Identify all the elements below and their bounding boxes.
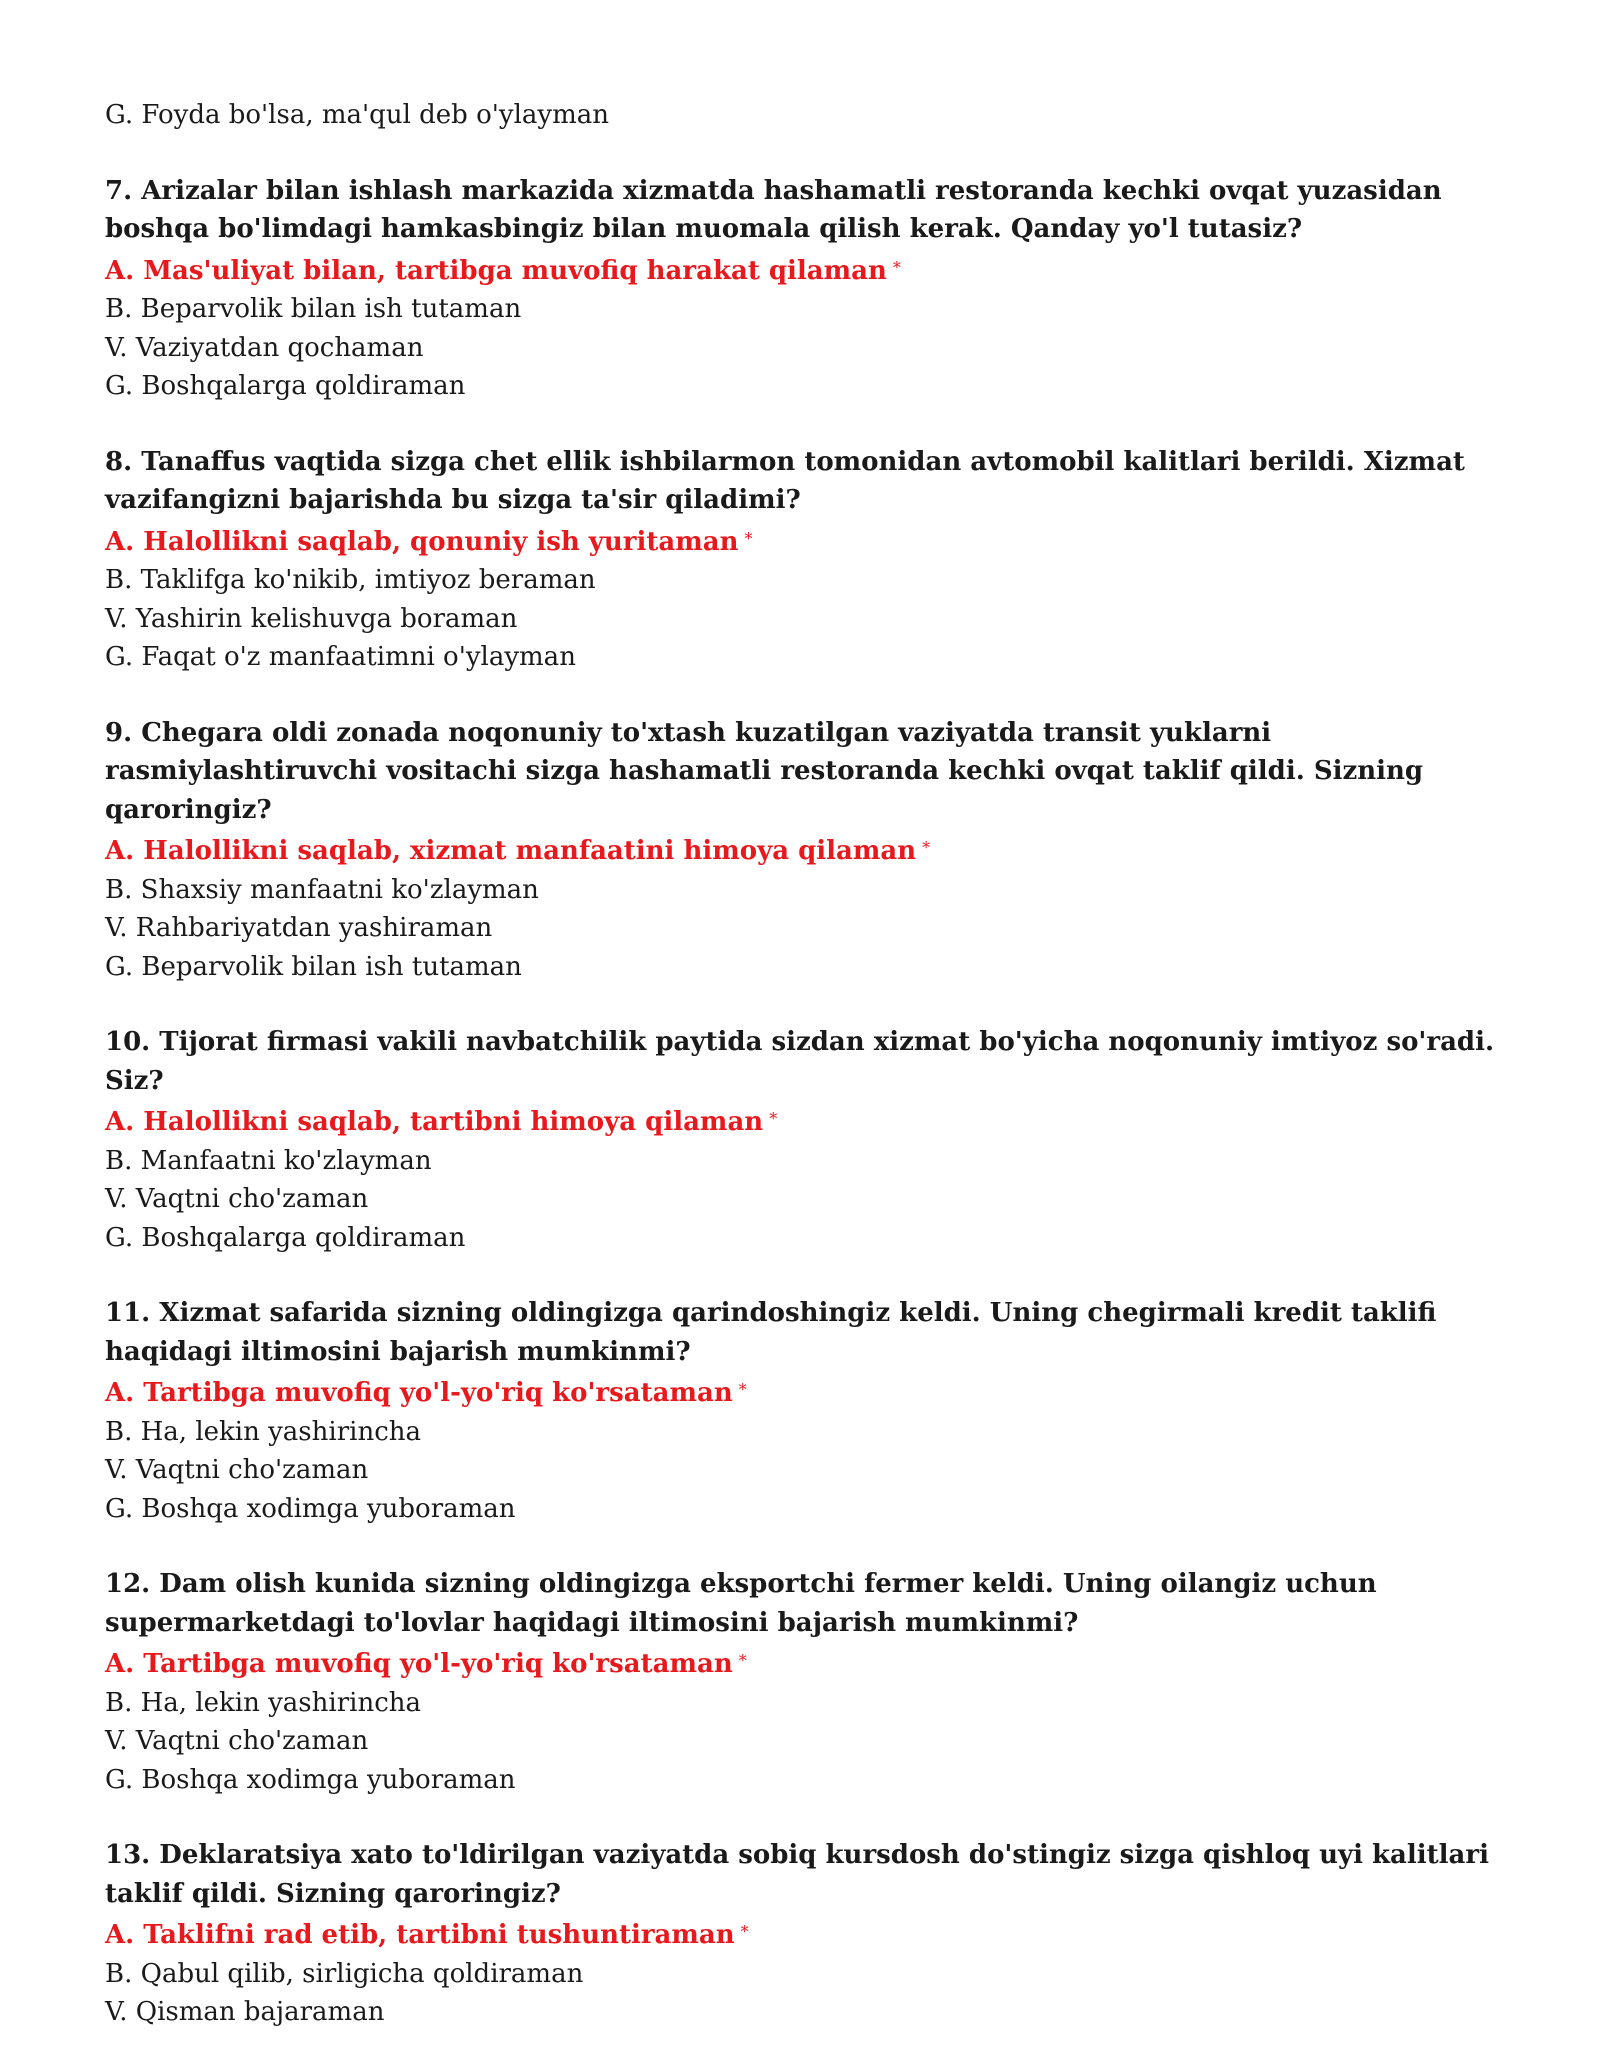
question-block <box>105 1565 1505 1799</box>
answer-option: V. Vaziyatdan qochaman <box>105 332 424 363</box>
answer-option: G. Boshqalarga qoldiraman <box>105 371 466 401</box>
correct-answer-text: A. Halollikni saqlab, tartibni himoya qilaman <box>105 1107 764 1137</box>
answer-option: V. Vaqtni cho'zaman <box>105 1184 369 1214</box>
correct-mark: * <box>738 1651 747 1670</box>
question-list <box>105 172 1505 2032</box>
question-text: 11. Xizmat safarida sizning oldingizga qarindoshingiz keldi. Uning chegirmali kredit taklifi haqidagi iltimosini bajarish mumkinmi? <box>105 1298 1437 1367</box>
leading-option: G. Foyda bo'lsa, ma'qul deb o'ylayman <box>105 100 609 130</box>
correct-mark: * <box>740 1922 749 1941</box>
question-block <box>105 1023 1505 1257</box>
correct-answer-text: A. Taklifni rad etib, tartibni tushuntiraman <box>105 1920 735 1950</box>
answer-option: B. Manfaatni ko'zlayman <box>105 1145 432 1176</box>
question-block <box>105 1836 1505 2032</box>
question-block <box>105 714 1505 987</box>
correct-answer-text: A. Halollikni saqlab, xizmat manfaatini himoya qilaman <box>105 836 917 866</box>
question-block <box>105 443 1505 677</box>
answer-option: B. Ha, lekin yashirincha <box>105 1687 422 1718</box>
correct-answer-text: A. Halollikni saqlab, qonuniy ish yuritaman <box>105 526 739 557</box>
question-text: 9. Chegara oldi zonada noqonuniy to'xtash kuzatilgan vaziyatda transit yuklarni rasmiylashtiruvchi vositachi sizga hashamatli restoranda kechki ovqat taklif qildi. Sizning qaroringiz? <box>105 717 1424 825</box>
answer-option: V. Qisman bajaraman <box>105 1997 385 2027</box>
answer-option: V. Yashirin kelishuvga boraman <box>105 603 518 634</box>
correct-answer <box>105 1913 1505 1955</box>
question-text: 7. Arizalar bilan ishlash markazida xizmatda hashamatli restoranda kechki ovqat yuzasidan boshqa bo'limdagi hamkasbingiz bilan muomala qilish kerak. Qanday yo'l tutasiz? <box>105 175 1442 244</box>
correct-answer <box>105 1371 1505 1413</box>
correct-answer <box>105 520 1505 562</box>
correct-answer <box>105 249 1505 291</box>
correct-mark: * <box>922 838 931 857</box>
correct-answer <box>105 1642 1505 1684</box>
document-page <box>105 96 1505 2032</box>
answer-option: G. Boshqa xodimga yuboraman <box>105 1493 516 1524</box>
answer-option: G. Boshqa xodimga yuboraman <box>105 1764 516 1795</box>
correct-mark: * <box>769 1109 778 1128</box>
answer-option: B. Qabul qilib, sirligicha qoldiraman <box>105 1958 584 1989</box>
correct-answer <box>105 829 1505 871</box>
question-text: 10. Tijorat firmasi vakili navbatchilik paytida sizdan xizmat bo'yicha noqonuniy imtiyoz so'radi. Siz? <box>105 1027 1495 1096</box>
correct-answer-text: A. Tartibga muvofiq yo'l-yo'riq ko'rsataman <box>105 1649 733 1679</box>
answer-option: V. Rahbariyatdan yashiraman <box>105 913 493 943</box>
answer-option: B. Ha, lekin yashirincha <box>105 1416 422 1447</box>
answer-option: G. Beparvolik bilan ish tutaman <box>105 951 522 982</box>
correct-mark: * <box>738 1380 747 1399</box>
answer-option: V. Vaqtni cho'zaman <box>105 1455 369 1485</box>
correct-mark: * <box>892 257 901 277</box>
correct-answer-text: A. Tartibga muvofiq yo'l-yo'riq ko'rsataman <box>105 1378 733 1408</box>
question-text: 12. Dam olish kunida sizning oldingizga eksportchi fermer keldi. Uning oilangiz uchun supermarketdagi to'lovlar haqidagi iltimosini bajarish mumkinmi? <box>105 1569 1377 1638</box>
answer-option: B. Beparvolik bilan ish tutaman <box>105 294 522 324</box>
question-text: 13. Deklaratsiya xato to'ldirilgan vaziyatda sobiq kursdosh do'stingiz sizga qishloq uyi kalitlari taklif qildi. Sizning qaroringiz? <box>105 1840 1489 1909</box>
correct-answer <box>105 1100 1505 1142</box>
question-block <box>105 172 1505 406</box>
answer-option: B. Shaxsiy manfaatni ko'zlayman <box>105 874 539 905</box>
answer-option: V. Vaqtni cho'zaman <box>105 1726 369 1756</box>
question-block <box>105 1294 1505 1528</box>
correct-mark: * <box>744 528 753 548</box>
answer-option: B. Taklifga ko'nikib, imtiyoz beraman <box>105 565 596 595</box>
question-text: 8. Tanaffus vaqtida sizga chet ellik ishbilarmon tomonidan avtomobil kalitlari berildi. Xizmat vazifangizni bajarishda bu sizga ta'sir qiladimi? <box>105 446 1465 515</box>
answer-option: G. Faqat o'z manfaatimni o'ylayman <box>105 642 576 672</box>
correct-answer-text: A. Mas'uliyat bilan, tartibga muvofiq harakat qilaman <box>105 255 887 286</box>
answer-option: G. Boshqalarga qoldiraman <box>105 1222 466 1253</box>
